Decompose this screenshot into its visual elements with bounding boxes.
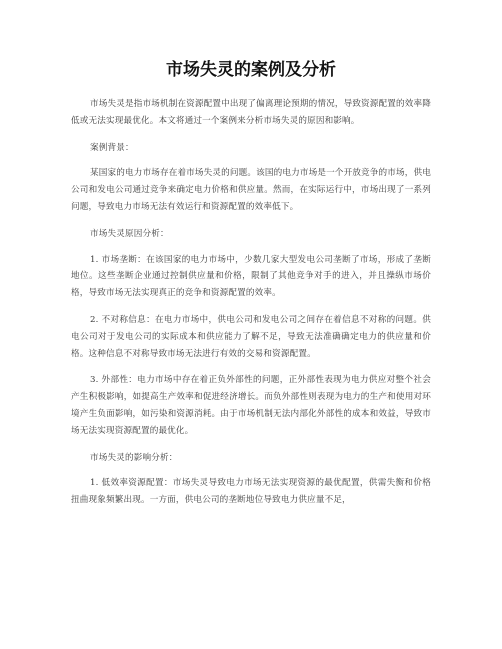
intro-paragraph: 市场失灵是指市场机制在资源配置中出现了偏离理论预期的情况，导致资源配置的效率降低或无法实现最优化。本文将通过一个案例来分析市场失灵的原因和影响。 (71, 99, 432, 126)
cause-externality-paragraph: 3. 外部性：电力市场中存在着正负外部性的问题，正外部性表现为电力供应对整个社会产生积极影响，如提高生产效率和促进经济增长。而负外部性则表现为电力的生产和使用对环境产生负面影响，如污染和资源消耗。由于市场机制无法内部化外部性的成本和效益，导致市场无法实现资源配置的最优化。 (71, 375, 431, 436)
section-heading-causes: 市场失灵原因分析： (90, 228, 169, 239)
section-heading-background: 案例背景： (90, 142, 134, 153)
cause-monopoly-paragraph: 1. 市场垄断：在该国家的电力市场中，少数几家大型发电公司垄断了市场，形成了垄断地位。这些垄断企业通过控制供应量和价格，限制了其他竞争对手的进入，并且操纵市场价格，导致市场无法实现真正的竞争和资源配置的效率。 (71, 254, 431, 299)
document-body (71, 96, 431, 519)
cause-asymmetric-info-paragraph: 2. 不对称信息：在电力市场中，供电公司和发电公司之间存在着信息不对称的问题。供电公司对于发电公司的实际成本和供应能力了解不足，导致无法准确确定电力的供应量和价格。这种信息不对称导致市场无法进行有效的交易和资源配置。 (71, 314, 431, 359)
background-paragraph: 某国家的电力市场存在着市场失灵的问题。该国的电力市场是一个开放竞争的市场，供电公司和发电公司通过竞争来确定电力价格和供应量。然而，在实际运行中，市场出现了一系列问题，导致电力市场无法有效运行和资源配置的效率低下。 (71, 168, 432, 212)
document-title: 市场失灵的案例及分析 (166, 60, 336, 80)
section-heading-impacts: 市场失灵的影响分析： (90, 452, 178, 463)
impact-inefficiency-paragraph: 1. 低效率资源配置：市场失灵导致电力市场无法实现资源的最优配置，供需失衡和价格扭曲现象频繁出现。一方面，供电公司的垄断地位导致电力供应量不足， (71, 478, 431, 506)
